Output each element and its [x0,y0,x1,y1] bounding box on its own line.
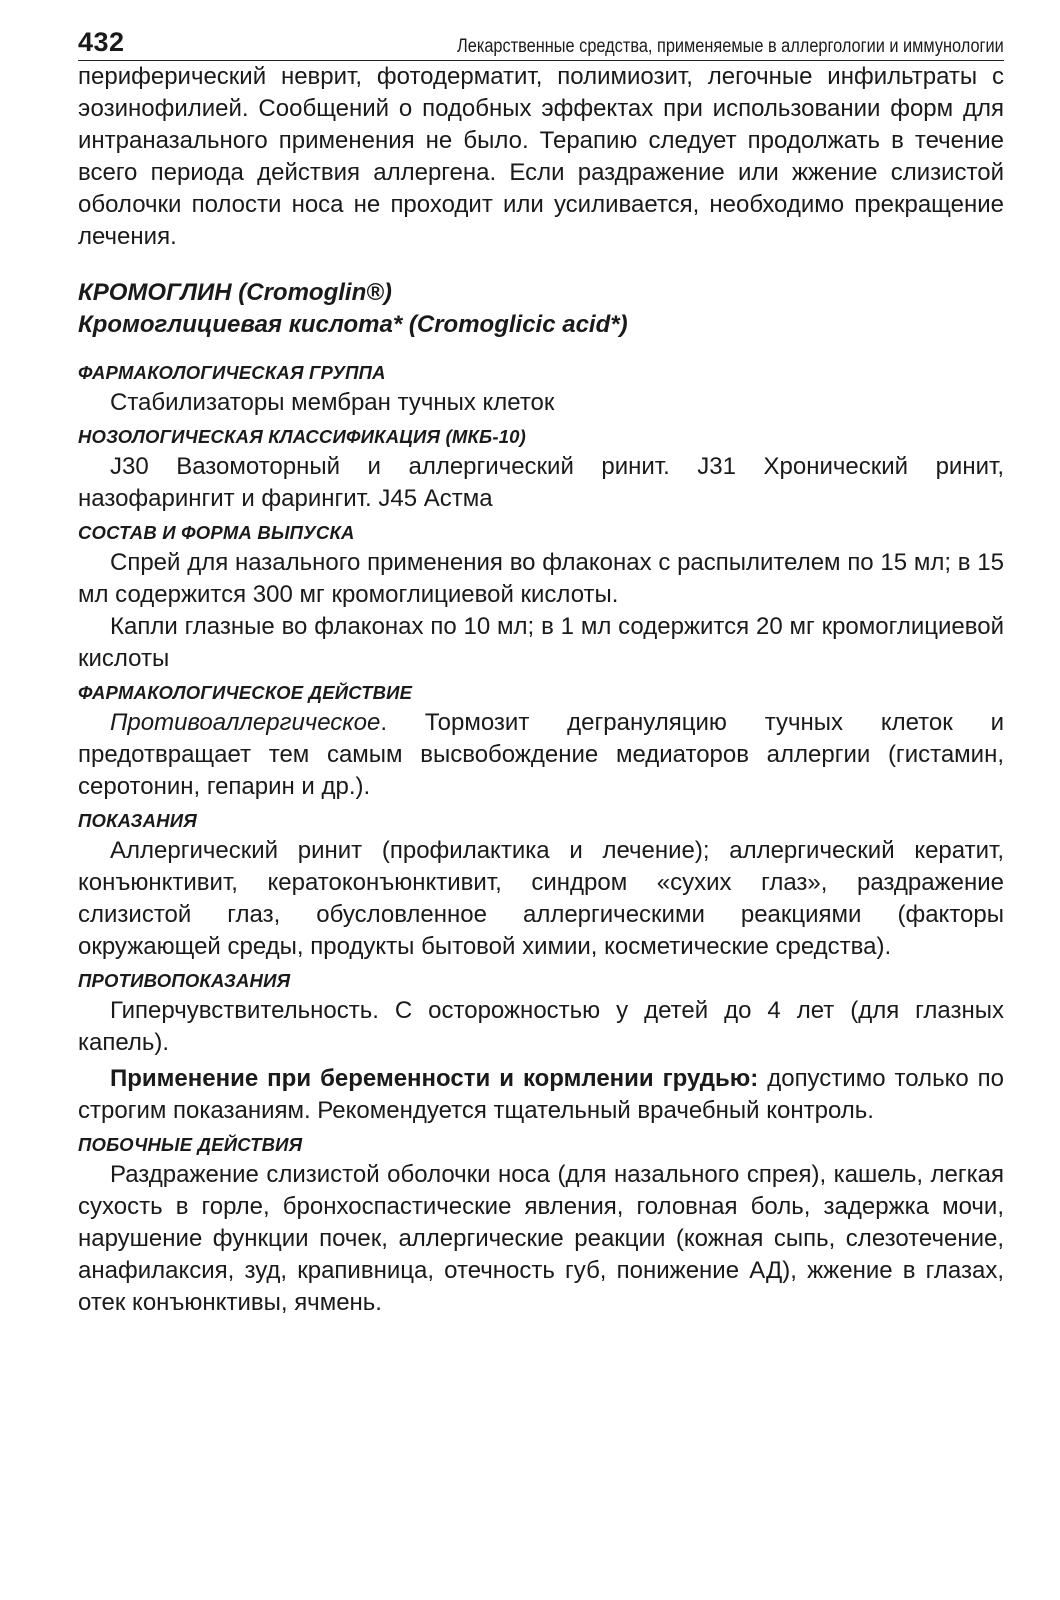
pregnancy-text: допустимо только по строгим показаниям. Рекомендуется тщательный врачебный контроль. [78,1065,1005,1124]
nosology-text: J30 Вазомоторный и аллергический ринит. J31 Хронический ринит, назофарингит и фарингит. J45 Астма [78,453,1004,512]
indications-text: Аллергический ринит (профилактика и лечение); аллергический кератит, конъюнктивит, кератоконъюнктивит, синдром «сухих глаз», раздражение слизистой глаз, обусловленное аллергическими реакциями (факторы окружающей среды, продукты бытовой химии, косметические средства). [78,837,1004,960]
section-heading-action: ФАРМАКОЛОГИЧЕСКОЕ ДЕЙСТВИЕ [78,682,413,703]
section-heading-indications: ПОКАЗАНИЯ [78,810,197,831]
action-paragraph [78,707,1004,803]
running-header [78,24,1004,61]
section-heading-pharm-group: ФАРМАКОЛОГИЧЕСКАЯ ГРУППА [78,362,386,383]
continuation-paragraph: периферический неврит, фотодерматит, полимиозит, легочные инфильтраты с эозинофилией. Сообщений о подобных эффектах при использовании форм для интраназального применения не было. Терапию следует продолжать в течение всего периода действия аллергена. Если раздражение или жжение слизистой оболочки полости носа не проходит или усиливается, необходимо прекращение лечения. [78,63,1004,250]
composition-text-spray: Спрей для назального применения во флаконах с распылителем по 15 мл; в 15 мл содержится 300 мг кромоглициевой кислоты. [78,549,1004,608]
running-title: Лекарственные средства, применяемые в аллергологии и иммунологии [457,36,1004,57]
action-lead: Противоаллергическое [110,709,381,736]
section-heading-contraindications: ПРОТИВОПОКАЗАНИЯ [78,970,291,991]
drug-title [78,277,1004,341]
side-effects-text: Раздражение слизистой оболочки носа (для назального спрея), кашель, легкая сухость в горле, бронхоспастические явления, головная боль, задержка мочи, нарушение функции почек, аллергические реакции (кожная сыпь, слезотечение, анафилаксия, зуд, крапивница, отечность губ, понижение АД), жжение в глазах, отек конъюнктивы, ячмень. [78,1161,1004,1316]
section-heading-nosology: НОЗОЛОГИЧЕСКАЯ КЛАССИФИКАЦИЯ (МКБ-10) [78,426,527,447]
page-number: 432 [78,27,125,57]
drug-trade-name: КРОМОГЛИН (Cromoglin®) [78,279,392,306]
section-heading-composition: СОСТАВ И ФОРМА ВЫПУСКА [78,522,355,543]
action-text: . Тормозит дегрануляцию тучных клеток и предотвращает тем самым высвобождение медиаторов аллергии (гистамин, серотонин, гепарин и др.). [78,709,1004,800]
composition-text-drops: Капли глазные во флаконах по 10 мл; в 1 мл содержится 20 мг кромоглициевой кислоты [78,613,1004,672]
contraindications-text: Гиперчувствительность. С осторожностью у детей до 4 лет (для глазных капель). [78,997,1004,1056]
pregnancy-label: Применение при беременности и кормлении грудью: [110,1065,759,1092]
pregnancy-paragraph [78,1063,1004,1127]
book-page [78,24,1004,1319]
pharm-group-text: Стабилизаторы мембран тучных клеток [110,389,555,416]
section-heading-side-effects: ПОБОЧНЫЕ ДЕЙСТВИЯ [78,1134,303,1155]
drug-inn-name: Кромоглициевая кислота* (Cromoglicic acid*) [78,311,628,338]
